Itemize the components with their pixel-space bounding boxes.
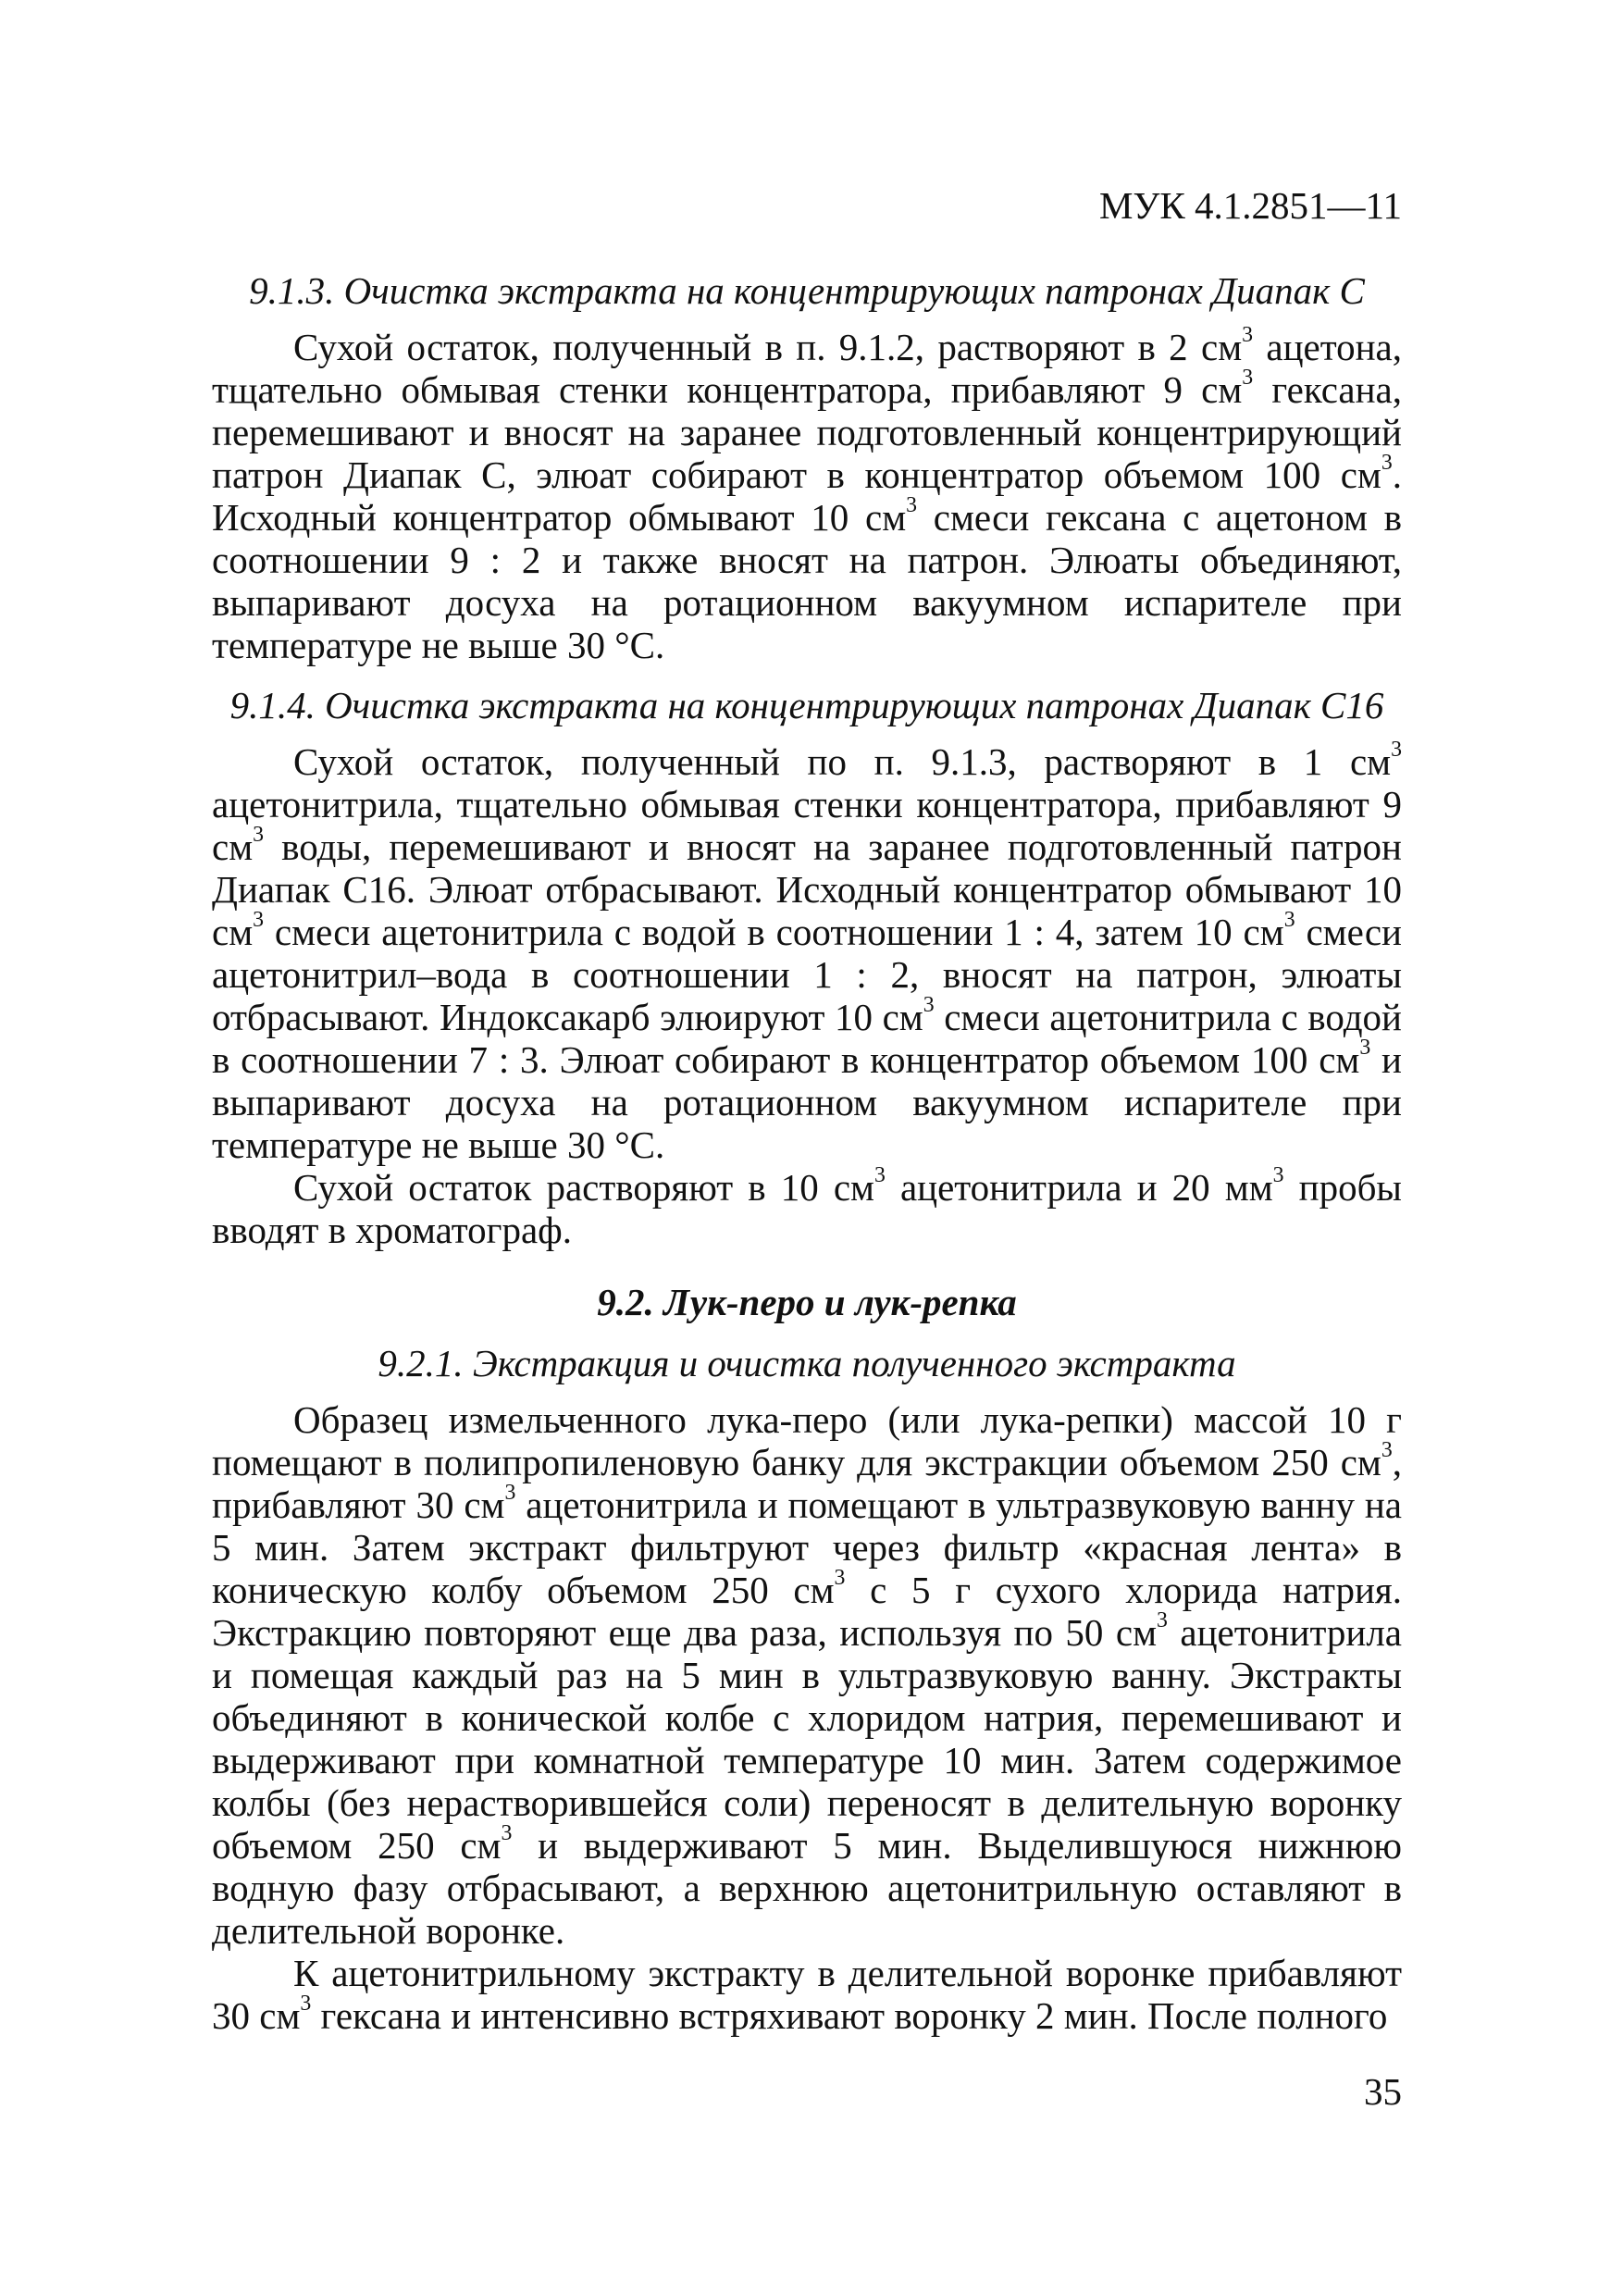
superscript: 3 bbox=[1157, 1607, 1168, 1632]
text-run: смеси гексана с ацетоном в соотношении 9 : 2 и также вносят на патрон. Элюаты объединяют, выпаривают досуха на ротационном вакуумном испарителе при температуре не выше 30 °С. bbox=[212, 496, 1402, 666]
superscript: 3 bbox=[504, 1480, 516, 1505]
text-run: смеси ацетонитрила с водой в соотношении 1 : 4, затем 10 см bbox=[264, 911, 1284, 953]
superscript: 3 bbox=[1381, 450, 1393, 475]
text-run: ацетонитрила и помещая каждый раз на 5 мин в ультразвуковую ванну. Экстракты объединяют в конической колбе с хлоридом натрия, перемешивают и выдерживают при комнатной температуре 10 мин. Затем содержимое колбы (без нерастворившейся соли) переносят в делительную воронку объемом 250 см bbox=[212, 1611, 1402, 1867]
text-run: и выдерживают 5 мин. Выделившуюся нижнюю водную фазу отбрасывают, а верхнюю ацетонитрильную оставляют в делительной воронке. bbox=[212, 1824, 1402, 1952]
text-run: ацетона, тщательно обмывая стенки концентратора, прибавляют 9 см bbox=[212, 326, 1403, 411]
superscript: 3 bbox=[1242, 365, 1254, 390]
text-run: , прибавляют 30 см bbox=[212, 1441, 1402, 1526]
text-run: Сухой остаток, полученный по п. 9.1.3, растворяют в 1 см bbox=[293, 740, 1392, 783]
superscript: 3 bbox=[906, 492, 918, 517]
section-9-1-3 bbox=[212, 268, 1402, 666]
superscript: 3 bbox=[501, 1820, 513, 1845]
superscript: 3 bbox=[253, 822, 265, 847]
text-run: смеси ацетонитрила с водой в соотношении 7 : 3. Элюат собирают в концентратор объемом 100 см bbox=[212, 996, 1402, 1081]
superscript: 3 bbox=[923, 992, 935, 1017]
paragraph-9-2-1-hexane bbox=[212, 1952, 1402, 2037]
text-run: Образец измельченного лука-перо (или лука-репки) массой 10 г помещают в полипропиленовую банку для экстракции объемом 250 см bbox=[212, 1398, 1402, 1483]
superscript: 3 bbox=[1359, 1035, 1371, 1060]
text-run: гексана и интенсивно встряхивают воронку 2 мин. После полного bbox=[311, 1994, 1388, 2037]
superscript: 3 bbox=[1272, 1162, 1284, 1187]
paragraph-9-1-4-body bbox=[212, 737, 1403, 1166]
page-number: 35 bbox=[1364, 2070, 1402, 2113]
text-run: воды, перемешивают и вносят на заранее подготовленный патрон Диапак С16. Элюат отбрасывают. Исходный концентратор обмывают 10 см bbox=[212, 825, 1402, 953]
superscript: 3 bbox=[1381, 1437, 1393, 1462]
paragraph-9-2-1-extraction bbox=[212, 1398, 1402, 1952]
superscript: 3 bbox=[300, 1991, 312, 2016]
text-run: ацетонитрила и 20 мм bbox=[885, 1166, 1273, 1209]
subsection-title-9-1-4: 9.1.4. Очистка экстракта на концентрирующих патронах Диапак С16 bbox=[229, 684, 1384, 726]
subsection-title-9-2-1: 9.2.1. Экстракция и очистка полученного экстракта bbox=[378, 1342, 1236, 1384]
paragraph-9-1-4-dry-residue bbox=[212, 1162, 1402, 1251]
superscript: 3 bbox=[873, 1162, 886, 1187]
text-run: пробы вводят в хроматограф. bbox=[212, 1166, 1402, 1251]
section-9-2 bbox=[212, 1280, 1402, 2037]
superscript: 3 bbox=[253, 907, 265, 932]
paragraph-9-1-3-body bbox=[212, 322, 1403, 666]
text-run: Сухой остаток растворяют в 10 см bbox=[293, 1166, 874, 1209]
section-9-1-4 bbox=[212, 683, 1402, 1251]
text-run: и выпаривают досуха на ротационном вакуумном испарителе при температуре не выше 30 °С. bbox=[212, 1038, 1403, 1166]
superscript: 3 bbox=[834, 1565, 846, 1590]
document-code-header: МУК 4.1.2851—11 bbox=[1098, 184, 1402, 227]
text-run: К ацетонитрильному экстракту в делительной воронке прибавляют 30 см bbox=[212, 1952, 1402, 2037]
text-run: с 5 г сухого хлорида натрия. Экстракцию повторяют еще два раза, используя по 50 см bbox=[212, 1569, 1402, 1654]
text-run: ацетонитрила, тщательно обмывая стенки концентратора, прибавляют 9 см bbox=[212, 783, 1402, 868]
text-run: Сухой остаток, полученный в п. 9.1.2, растворяют в 2 см bbox=[293, 326, 1243, 368]
superscript: 3 bbox=[1242, 322, 1254, 347]
text-run: гексана, перемешивают и вносят на заранее подготовленный концентрирующий патрон Диапак С, элюат собирают в концентратор объемом 100 см bbox=[212, 368, 1402, 496]
superscript: 3 bbox=[1283, 907, 1295, 932]
subsection-title-9-1-3: 9.1.3. Очистка экстракта на концентрирующих патронах Диапак С bbox=[249, 269, 1365, 312]
text-run: ацетонитрила и помещают в ультразвуковую ванну на 5 мин. Затем экстракт фильтруют через фильтр «красная лента» в коническую колбу объемом 250 см bbox=[212, 1483, 1402, 1611]
text-run: . Исходный концентратор обмывают 10 см bbox=[212, 453, 1402, 539]
superscript: 3 bbox=[1391, 737, 1402, 762]
section-heading-9-2: 9.2. Лук-перо и лук-репка bbox=[597, 1281, 1017, 1323]
text-run: смеси ацетонитрил–вода в соотношении 1 : 2, вносят на патрон, элюаты отбрасывают. Индоксакарб элюируют 10 см bbox=[212, 911, 1402, 1038]
